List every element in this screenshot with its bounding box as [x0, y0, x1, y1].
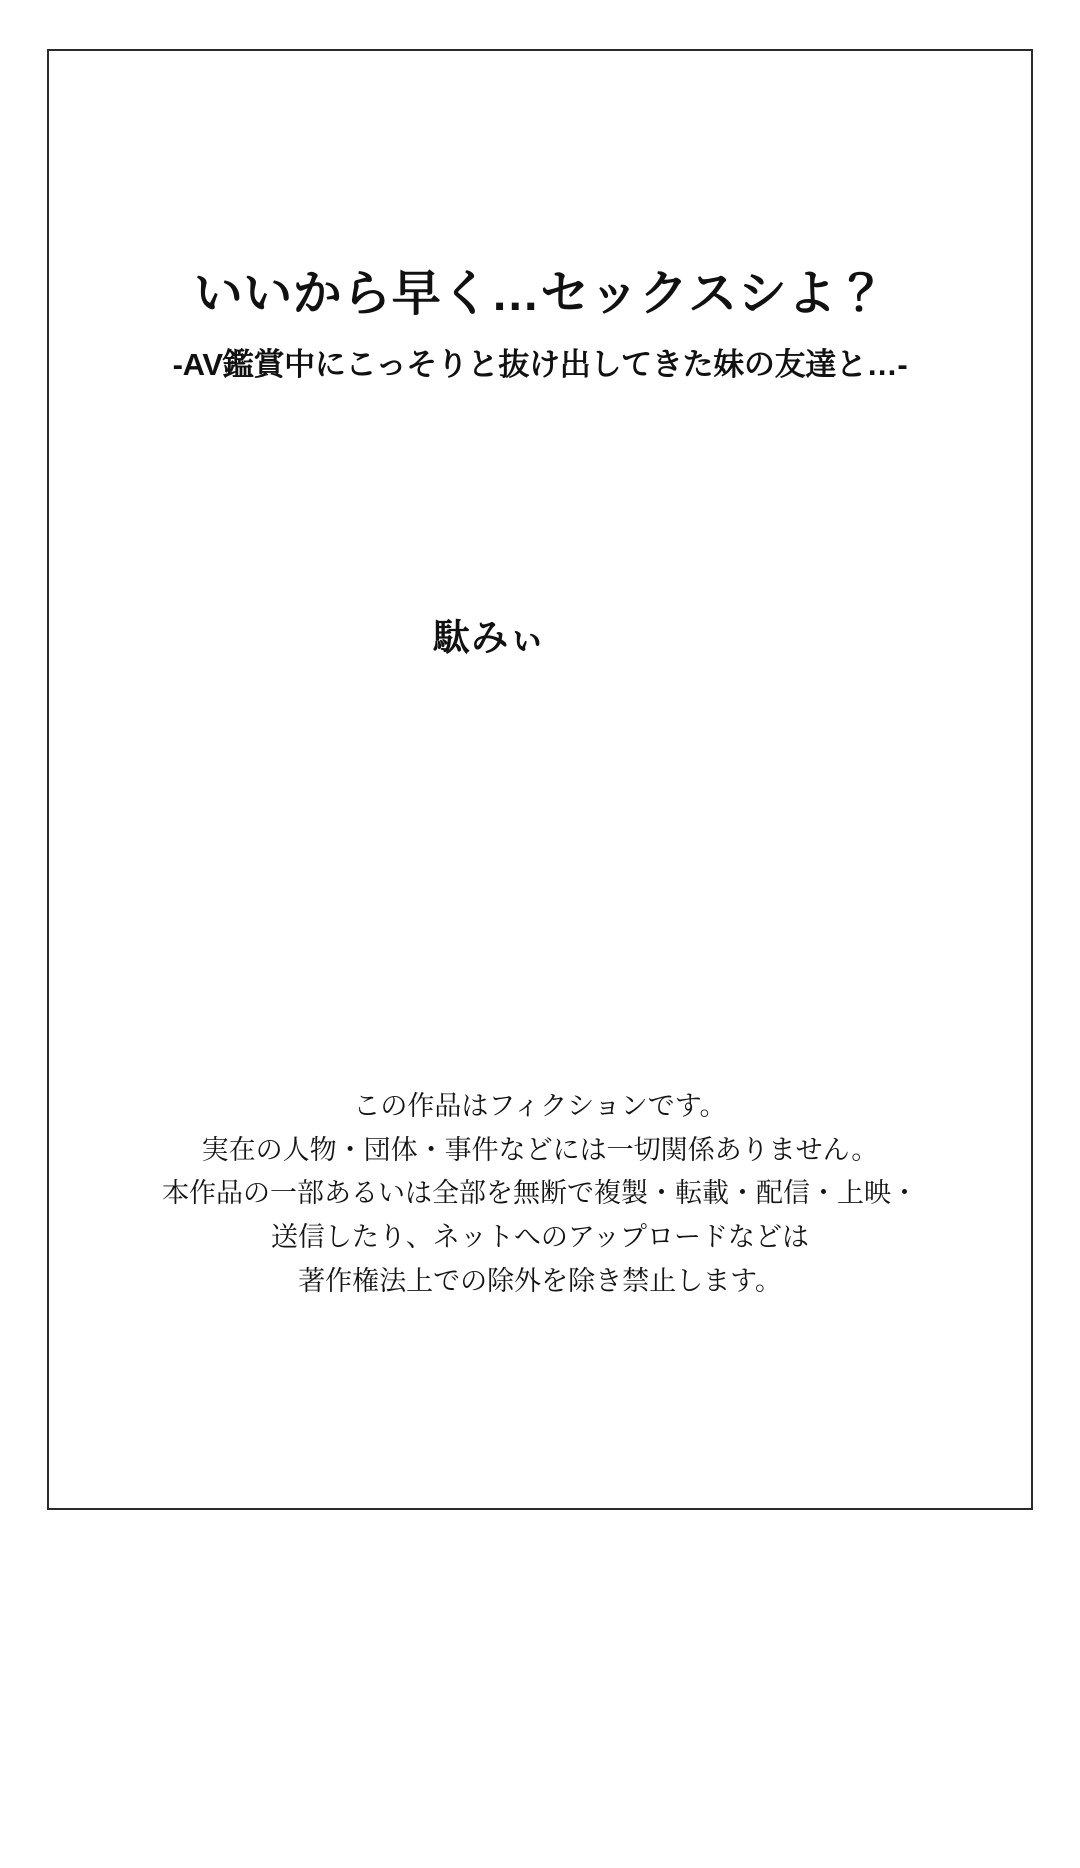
- disclaimer-line-4: 送信したり、ネットへのアップロードなどは: [270, 1222, 810, 1253]
- disclaimer-line-5: 著作権法上での除外を除き禁止します。: [298, 1265, 782, 1296]
- copyright-disclaimer: [47, 1085, 1033, 1304]
- author-block: [47, 607, 1033, 661]
- author-name: 駄みぃ: [432, 617, 548, 658]
- disclaimer-line-3: 本作品の一部あるいは全部を無断で複製・転載・配信・上映・: [162, 1178, 918, 1209]
- page-content: [47, 49, 1033, 1510]
- page-title: いいから早く…セックスシよ？: [193, 267, 887, 321]
- disclaimer-line-1: この作品はフィクションです。: [353, 1091, 727, 1121]
- page-subtitle: -AV鑑賞中にこっそりと抜け出してきた妹の友達と…-: [172, 347, 908, 383]
- title-block: [47, 264, 1033, 384]
- disclaimer-line-2: 実在の人物・団体・事件などには一切関係ありません。: [201, 1134, 879, 1165]
